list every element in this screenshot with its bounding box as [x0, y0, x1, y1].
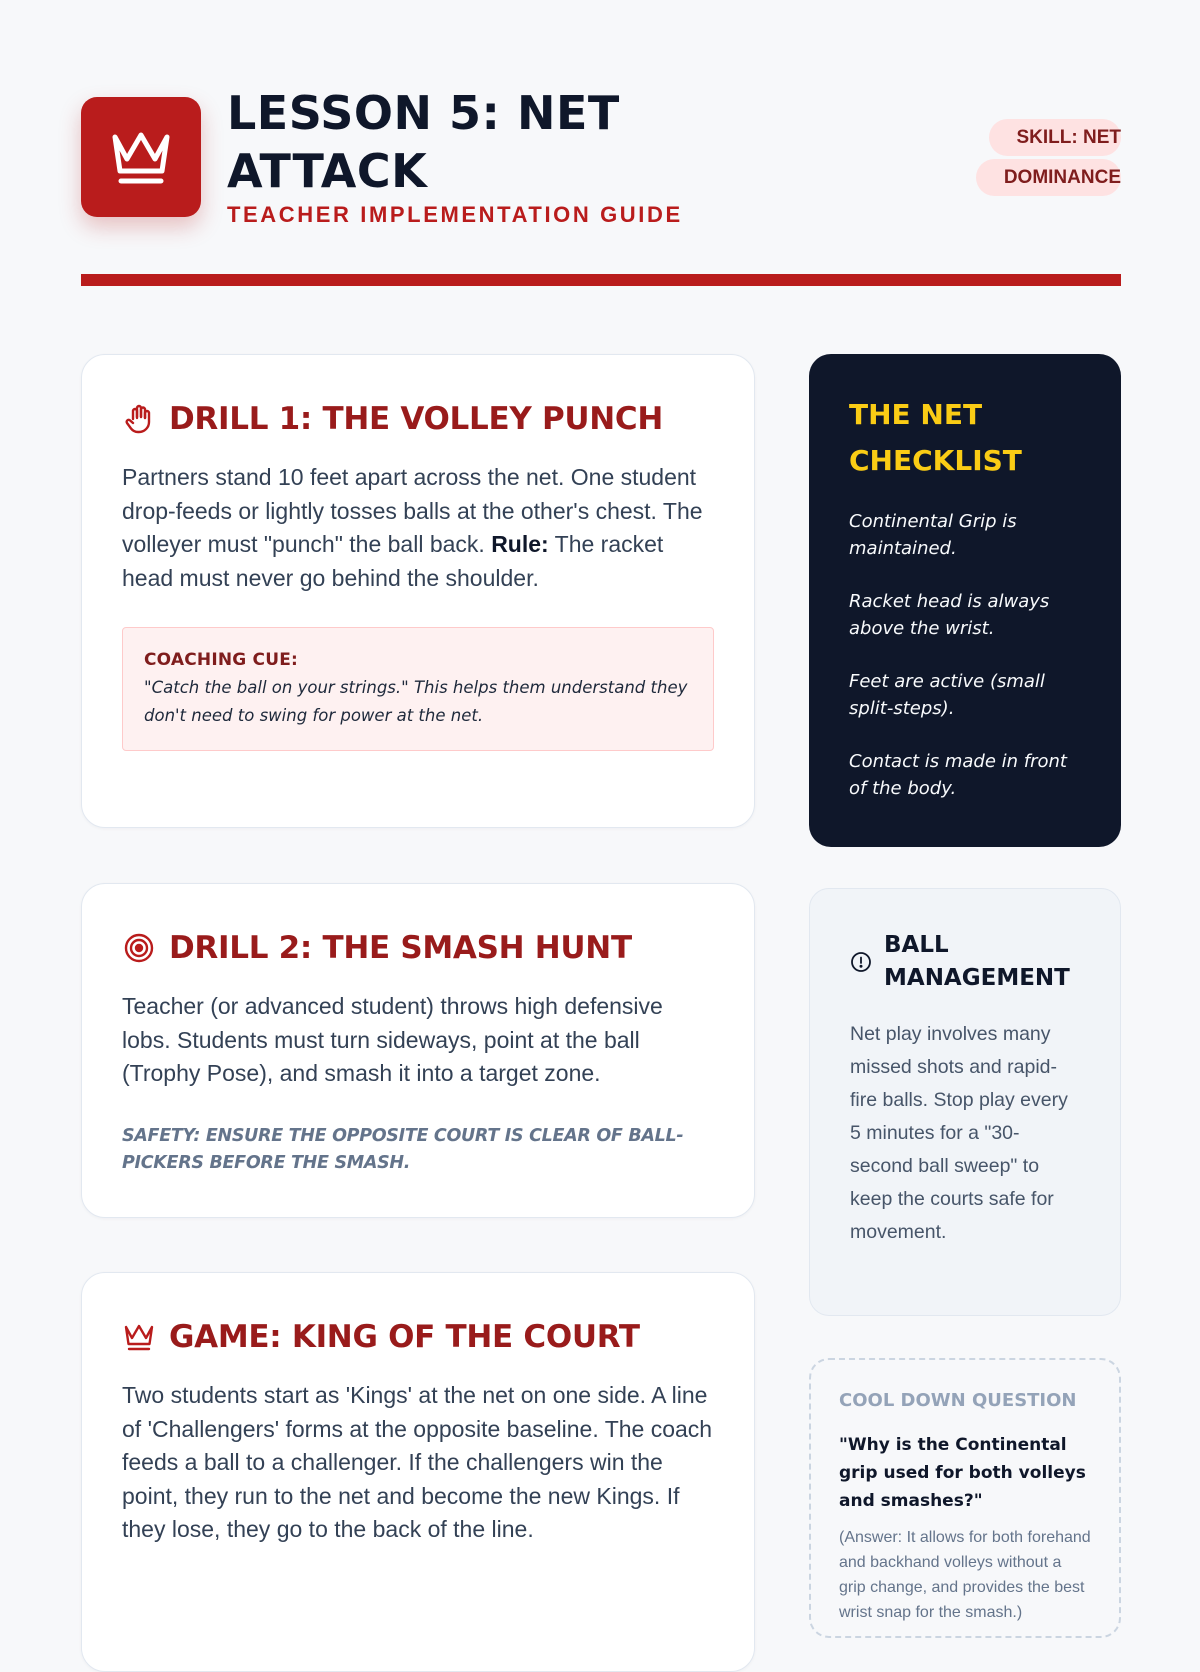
skill-badge-label: SKILL: NET DOMINANCE: [976, 119, 1121, 196]
safety-note: SAFETY: ENSURE THE OPPOSITE COURT IS CLEAR OF BALL-PICKERS BEFORE THE SMASH.: [122, 1125, 684, 1173]
hand-icon: [122, 402, 156, 436]
ball-management-text: Net play involves many missed shots and rapid-fire balls. Stop play every 5 minutes for a "30-second ball sweep" to keep the courts safe for movement.: [850, 1023, 1068, 1243]
coaching-cue-text: "Catch the ball on your strings." This helps them understand they don't need to swing for power at the net.: [144, 678, 688, 725]
crown-icon: [109, 129, 173, 185]
checklist-title: THE NET CHECKLIST: [849, 398, 1022, 477]
page-header: [81, 84, 1121, 234]
cool-down-answer: (Answer: It allows for both forehand and backhand volleys without a grip change, and provides the best wrist snap for the smash.): [839, 1529, 1091, 1621]
drill-description: Partners stand 10 feet apart across the net. One student drop-feeds or lightly tosses balls at the other's chest. The volleyer must "punch" the ball back. Rule: The racket head must never go behind the shoulder.: [122, 464, 703, 591]
page-title: LESSON 5: NET ATTACK: [227, 86, 620, 198]
page-subtitle: TEACHER IMPLEMENTATION GUIDE: [227, 202, 683, 227]
ball-management-card: [809, 888, 1121, 1316]
crown-icon: [122, 1320, 156, 1354]
header-divider: [81, 274, 1121, 286]
coaching-cue: [122, 627, 714, 751]
drill-card-smash-hunt: [81, 883, 755, 1218]
checklist-item: Continental Grip is maintained.: [849, 511, 1017, 559]
checklist-item: Racket head is always above the wrist.: [849, 591, 1050, 639]
lesson-logo: [81, 97, 201, 217]
cool-down-card: [809, 1358, 1121, 1638]
checklist-item: Feet are active (small split-steps).: [849, 671, 1045, 719]
cool-down-question: "Why is the Continental grip used for both volleys and smashes?": [839, 1435, 1086, 1511]
game-card-king-of-court: [81, 1272, 755, 1672]
drill-description: Teacher (or advanced student) throws high defensive lobs. Students must turn sideways, point at the ball (Trophy Pose), and smash it into a target zone.: [122, 993, 663, 1086]
net-checklist: [809, 354, 1121, 847]
drill-title: DRILL 2: THE SMASH HUNT: [169, 930, 632, 966]
coaching-cue-label: COACHING CUE:: [144, 650, 299, 670]
skill-badge: [966, 118, 1121, 198]
target-icon: [122, 931, 156, 965]
drill-card-volley-punch: [81, 354, 755, 828]
game-title: GAME: KING OF THE COURT: [169, 1319, 640, 1355]
game-description: Two students start as 'Kings' at the net on one side. A line of 'Challengers' forms at the opposite baseline. The coach feeds a ball to a challenger. If the challengers win the point, they run to the net and become the new Kings. If they lose, they go to the back of the line.: [122, 1382, 713, 1542]
drill-title: DRILL 1: THE VOLLEY PUNCH: [169, 401, 664, 437]
checklist-item: Contact is made in front of the body.: [849, 751, 1067, 799]
alert-circle-icon: [850, 951, 872, 973]
cool-down-label: COOL DOWN QUESTION: [839, 1390, 1077, 1411]
rule-label: Rule:: [491, 531, 549, 557]
ball-management-title: BALL MANAGEMENT: [884, 932, 1070, 991]
